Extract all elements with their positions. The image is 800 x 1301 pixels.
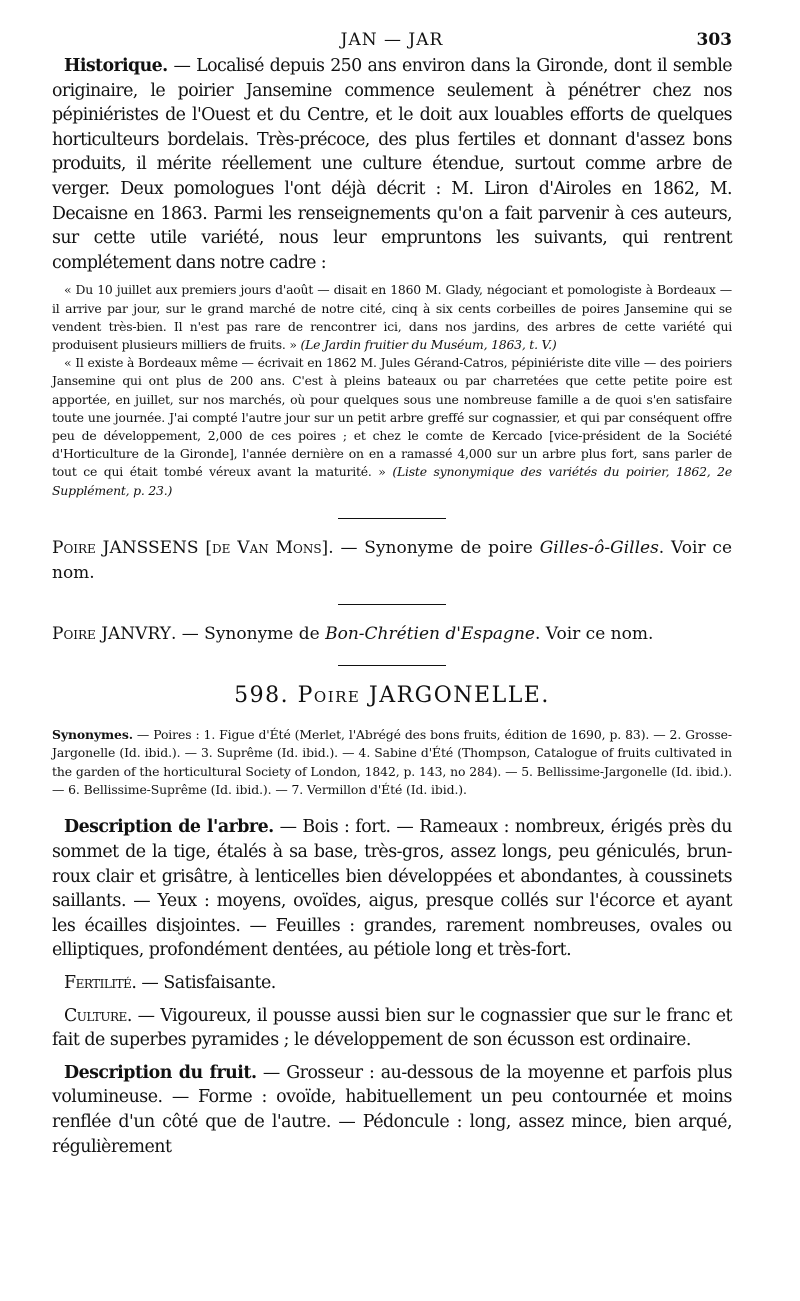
quote-gerand-source: (Liste synonymique des variétés du poirier, 1862, 2e Supplément, p. 23.)	[52, 464, 732, 498]
fruit-label: Description du fruit.	[64, 1062, 257, 1083]
culture-text: — Vigoureux, il pousse aussi bien sur le cognassier que sur le franc et fait de superbes pyramides ; le développement de son écusson est ordinaire.	[52, 1005, 732, 1051]
entry-janvry-name: Poire JANVRY	[52, 623, 171, 644]
historique-label: Historique.	[64, 56, 168, 76]
running-header	[52, 30, 732, 54]
fertilite-text: — Satisfaisante.	[136, 972, 276, 993]
quote-gerand-text: « Il existe à Bordeaux même — écrivait en 1862 M. Jules Gérand-Catros, pépiniériste dite ville — des poiriers Jansemine qui ont plus de 200 ans. C'est à pleins bateaux ou par charretées que cette petite poire est apportée, en juillet, sur nos marchés, où pour quelques sous une nombreuse famille a de quoi s'en satisfaire toute une journée. J'ai compté l'autre jour sur un petit arbre greffé sur cognassier, et qui par conséquent offre peu de développement, 2,000 de ces poires ; et chez le comte de Kercado [vice-président de la Société d'Horticulture de la Gironde], l'année dernière on en a ramassé 4,000 sur un arbre plus fort, sans parler de tout ce qui était tombé véreux avant la maturité. »	[52, 355, 732, 480]
entry-janssens-ref: Gilles-ô-Gilles	[539, 537, 659, 558]
historique-text: — Localisé depuis 250 ans environ dans la Gironde, dont il semble originaire, le poirier Jansemine commence seulement à pénétrer chez nos pépiniéristes de l'Ouest et du Centre, et le doit aux louables efforts de quelques horticulteurs bordelais. Très-précoce, des plus fertiles et donnant d'assez bons produits, il mérite réellement une culture étendue, surtout comme arbre de verger. Deux pomologues l'ont déjà décrit : M. Liron d'Airoles en 1862, M. Decaisne en 1863. Parmi les renseignements qu'on a fait parvenir à ces auteurs, sur cette utile variété, nous leur empruntons les suivants, qui rentrent complétement dans notre cadre :	[52, 56, 732, 273]
divider	[338, 604, 446, 605]
synonymes-text: — Poires : 1. Figue d'Été (Merlet, l'Abrégé des bons fruits, édition de 1690, p. 83). — 2. Grosse-Jargonelle (Id. ibid.). — 3. Suprême (Id. ibid.). — 4. Sabine d'Été (Thompson, Catalogue of fruits cultivated in the garden of the horticultural Society of London, 1842, p. 143, no 284). — 5. Bellissime-Jargonelle (Id. ibid.). — 6. Bellissime-Suprême (Id. ibid.). — 7. Vermillon d'Été (Id. ibid.).	[52, 726, 732, 797]
fertilite-paragraph	[52, 971, 732, 996]
culture-paragraph	[52, 1004, 732, 1053]
arbre-paragraph	[52, 815, 732, 963]
entry-janvry-ref: Bon-Chrétien d'Espagne	[325, 623, 535, 644]
quote-glady-text: « Du 10 juillet aux premiers jours d'août — disait en 1860 M. Glady, négociant et pomologiste à Bordeaux — il arrive par jour, sur le grand marché de notre cité, cinq à six cents corbeilles de poires Jansemine qui se vendent très-bien. Il n'est pas rare de rencontrer ici, dans nos jardins, des arbres de cette variété qui produisent plusieurs milliers de fruits. »	[52, 282, 732, 352]
variety-name: JARGONELLE.	[368, 682, 550, 708]
quote-glady-source: (Le Jardin fruitier du Muséum, 1863, t. V.)	[300, 336, 557, 352]
arbre-label: Description de l'arbre.	[64, 817, 274, 838]
divider	[338, 518, 446, 519]
entry-janvry-text: . — Synonyme de	[170, 623, 326, 644]
fruit-paragraph	[52, 1061, 732, 1159]
entry-janssens-author: [de Van Mons]	[205, 537, 329, 558]
culture-label: Culture.	[64, 1005, 132, 1026]
entry-janssens-tail: . Voir ce nom.	[52, 537, 733, 583]
divider	[338, 665, 446, 666]
arbre-text: — Bois : fort. — Rameaux : nombreux, érigés près du sommet de la tige, étalés à sa base, très-gros, assez longs, peu géniculés, brun-roux clair et grisâtre, à lenticelles bien développées et abondantes, à coussinets saillants. — Yeux : moyens, ovoïdes, aigus, presque collés sur l'écorce et ayant les écailles disjointes. — Feuilles : grandes, rarement nombreuses, ovales ou elliptiques, profondément dentées, au pétiole long et très-fort.	[52, 817, 732, 961]
variety-heading	[52, 683, 732, 708]
quotations	[52, 281, 732, 499]
entry-janvry-tail: . Voir ce nom.	[534, 623, 654, 644]
entry-janssens-text: . — Synonyme de poire	[328, 537, 540, 558]
fruit-text: — Grosseur : au-dessous de la moyenne et parfois plus volumineuse. — Forme : ovoïde, habituellement un peu contournée et moins renflée d'un côté que de l'autre. — Pédoncule : long, assez mince, bien arqué, régulièrement	[52, 1062, 732, 1157]
fertilite-label: Fertilité.	[64, 972, 137, 993]
book-page	[52, 30, 732, 1167]
entry-janssens	[52, 536, 732, 586]
quote-glady	[52, 281, 732, 354]
entry-janvry	[52, 622, 732, 647]
variety-poire: Poire	[297, 682, 361, 708]
synonymes-paragraph	[52, 726, 732, 800]
entry-janssens-name: Poire JANSSENS	[52, 537, 199, 558]
running-title: JAN — JAR	[340, 30, 444, 50]
historique-paragraph	[52, 54, 732, 275]
quote-gerand	[52, 354, 732, 500]
variety-number: 598.	[234, 682, 290, 708]
page-number: 303	[696, 30, 732, 50]
synonymes-label: Synonymes.	[52, 726, 133, 742]
